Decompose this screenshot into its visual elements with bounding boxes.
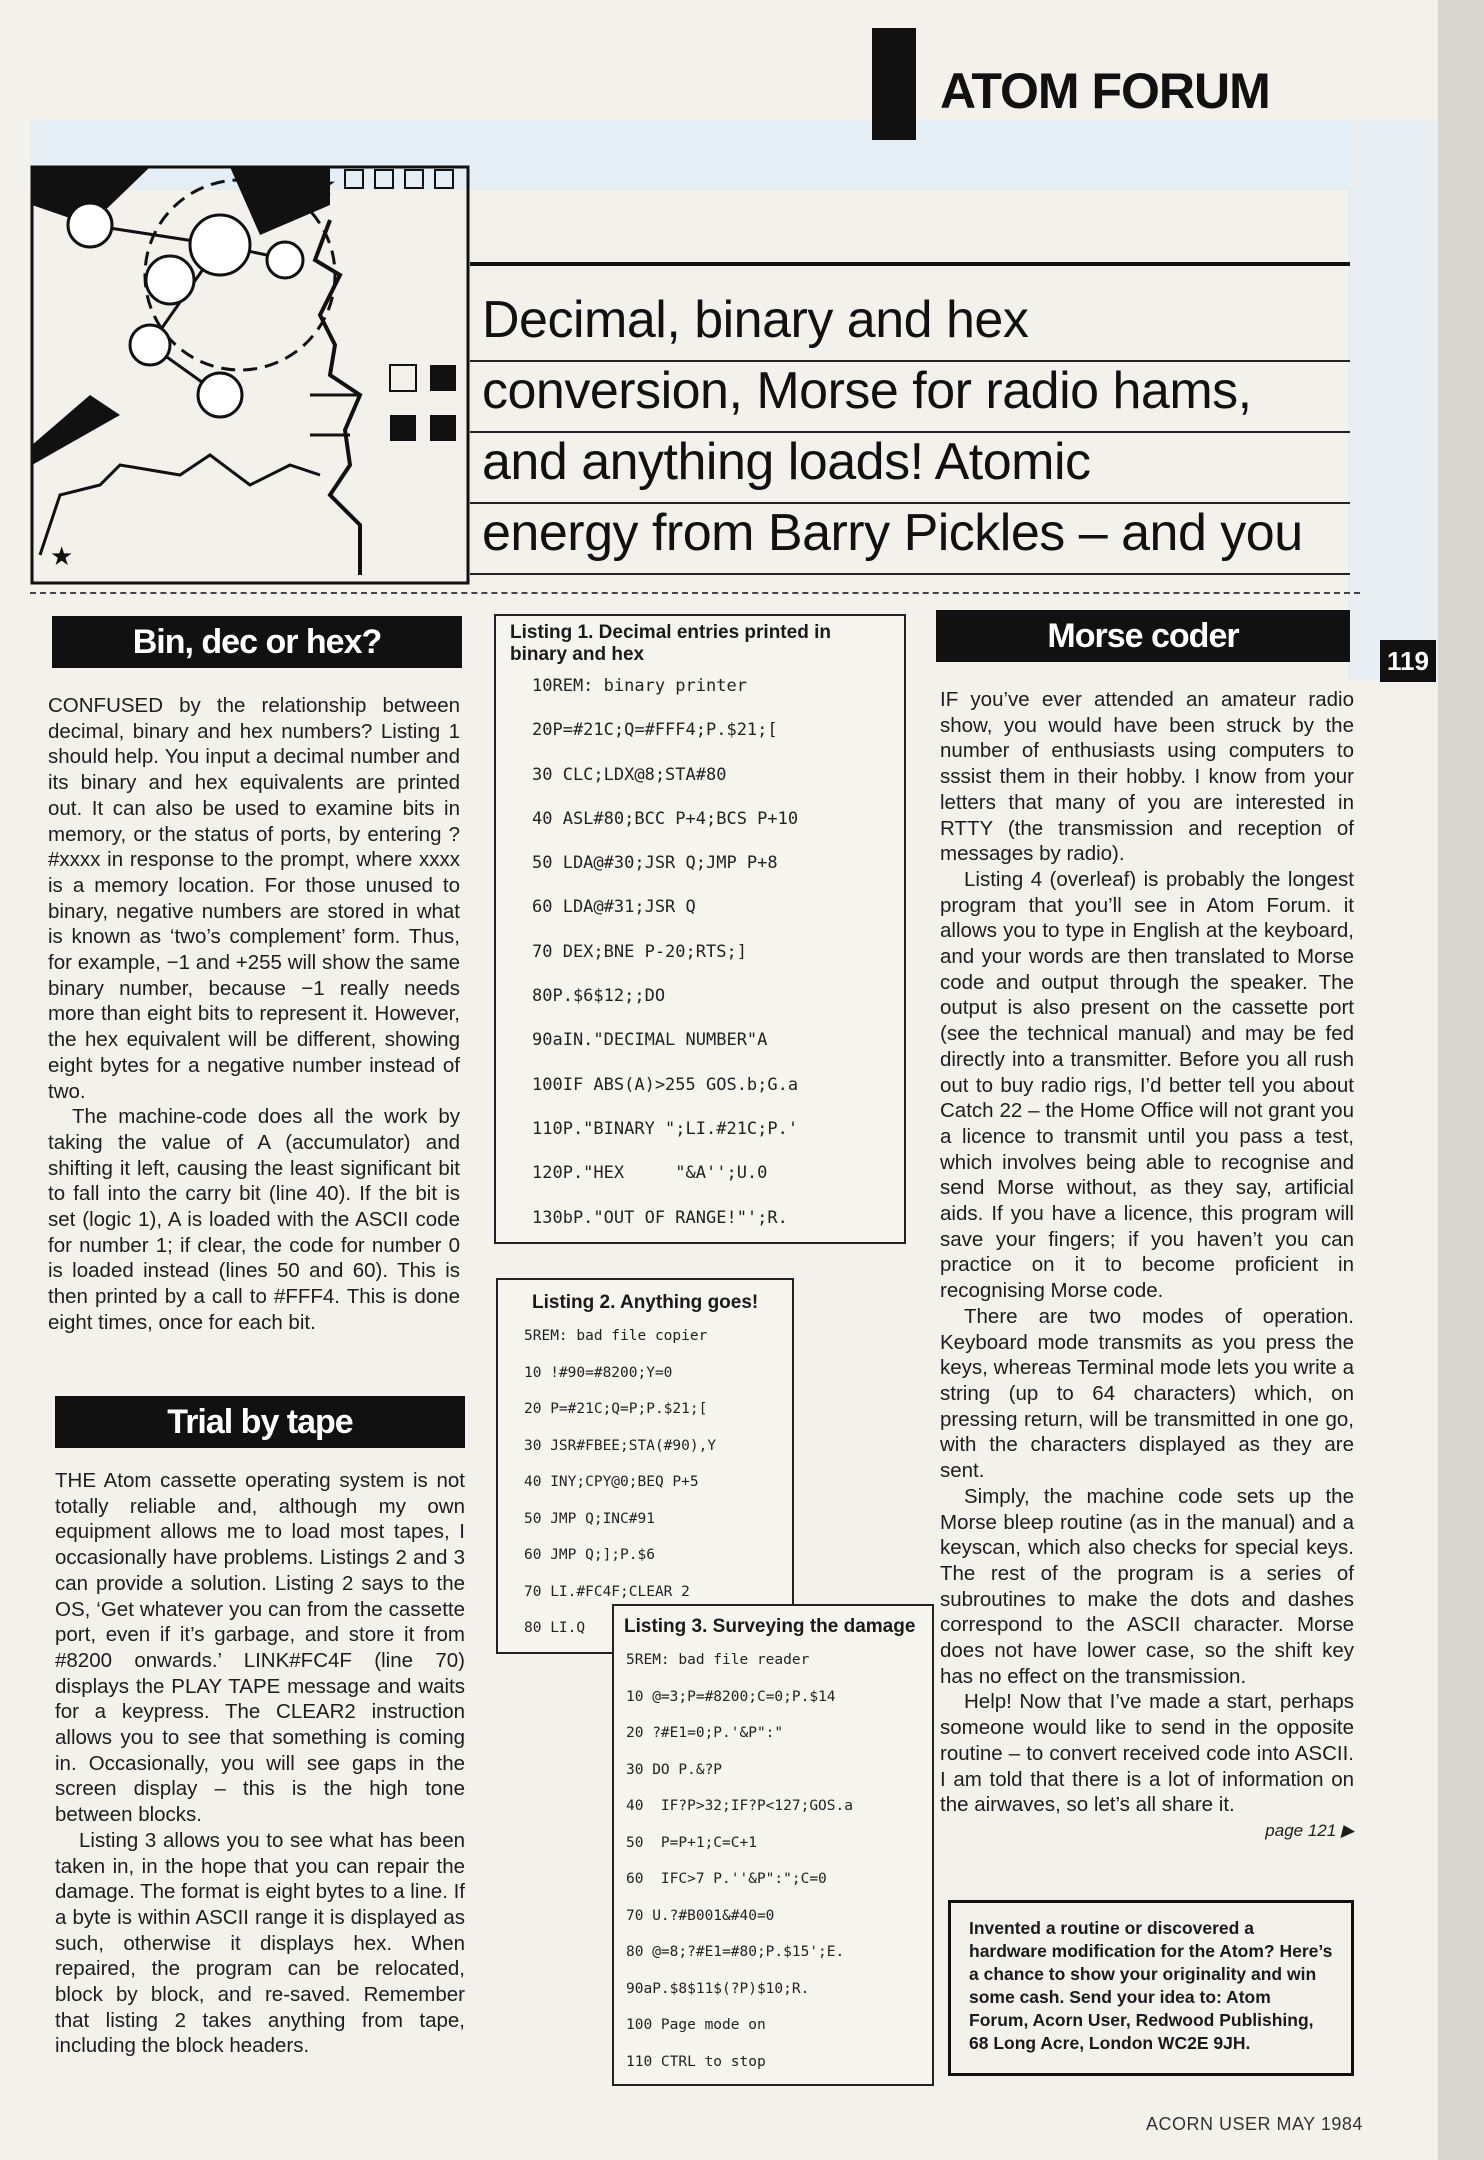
headline-line: conversion, Morse for radio hams, xyxy=(482,362,1252,420)
paragraph: Listing 3 allows you to see what has been taken in, in the hope that you can repair the damage. The format is eight bytes to a line. If a byte is within ASCII range it is displayed as such, otherwise it displays hex. When repaired, the program can be relocated, block by block, and re-saved. Remember that listing 2 takes anything from tape, including the block headers. xyxy=(55,1828,465,2058)
headline-rule xyxy=(470,573,1350,575)
page-number-badge: 119 xyxy=(1380,640,1436,682)
listing-1 xyxy=(494,614,906,1244)
footer-credit: ACORN USER MAY 1984 xyxy=(1146,2114,1363,2134)
code-line: 10REM: binary printer xyxy=(532,676,747,696)
header-bar xyxy=(872,28,886,140)
headline xyxy=(482,285,1352,569)
headline-line: and anything loads! Atomic xyxy=(482,433,1091,491)
constellation-illustration-icon xyxy=(30,165,470,585)
paragraph: IF you’ve ever attended an amateur radio show, you would have been struck by the number of enthusiasts using computers to sssist them in their hobby. I know from your letters that many of you are interested in RTTY (the transmission and reception of messages by radio). xyxy=(940,688,1354,866)
header-bar-wide xyxy=(886,28,916,140)
forum-title: ATOM FORUM xyxy=(940,63,1270,119)
code-line: 50 P=P+1;C=C+1 xyxy=(626,1834,757,1851)
code-line: 30 JSR#FBEE;STA(#90),Y xyxy=(524,1437,717,1454)
listing-title: Listing 3. Surveying the damage xyxy=(624,1616,916,1637)
show-through-column xyxy=(1348,120,1438,680)
paragraph: Help! Now that I’ve made a start, perhaps someone would like to send in the opposite routine – to convert received code into ASCII. I am told that there is a lot of information on the airwaves, so let’s all share it. xyxy=(940,1690,1354,1817)
code-line: 30 DO P.&?P xyxy=(626,1761,723,1778)
code-line: 20 P=#21C;Q=P;P.$21;[ xyxy=(524,1401,708,1417)
section-heading-morse-coder: Morse coder xyxy=(936,610,1350,662)
listing-code xyxy=(496,664,904,1240)
code-line: 40 ASL#80;BCC P+4;BCS P+10 xyxy=(532,808,799,829)
code-line: 120P."HEX "&A'';U.0 xyxy=(532,1163,768,1184)
listing-2 xyxy=(496,1278,794,1654)
code-line: 90aP.$8$11$(?P)$10;R. xyxy=(626,1980,810,1997)
paragraph: Listing 4 (overleaf) is probably the longest program that you’ll see in Atom Forum. it allows you to type in English at the keyboard, and your words are then translated to Morse code and output through the speaker. The output is also present on the cassette port (see the technical manual) and may be fed directly into a transmitter. Before you all rush out to buy radio rigs, I’d better tell you about Catch 22 – the Home Office will not grant you a licence to transmit until you pass a test, which involves being able to recognise and send Morse without, as they say, artificial aids. If you have a licence, this program will save your fingers; if you haven’t you can practice on it to become proficient in recognising Morse code. xyxy=(940,867,1354,1303)
code-line: 50 LDA@#30;JSR Q;JMP P+8 xyxy=(532,853,778,874)
headline-rule xyxy=(470,360,1350,362)
headline-top-rule xyxy=(470,262,1350,266)
paragraph: THE Atom cassette operating system is not totally reliable and, although my own equipment allows me to load most tapes, I occasionally have problems. Listings 2 and 3 can provide a solution. Listing 2 says to the OS, ‘Get whatever you can from the cassette port, even if it’s garbage, and store it from #8200 onwards.’ LINK#FC4F (line 70) displays the PLAY TAPE message and waits for a keypress. The CLEAR2 instruction allows you to see that something is coming in. Occasionally, you will see gaps in the screen display – this is the high tone between blocks. xyxy=(55,1469,465,1827)
page-edge xyxy=(1438,0,1484,2160)
paragraph: CONFUSED by the relationship between decimal, binary and hex numbers? Listing 1 should help. You input a decimal number and its binary and hex equivalents are printed out. It can also be used to examine bits in memory, or the status of ports, by entering ?#xxxx in response to the prompt, where xxxx is a memory location. For those unused to binary, negative numbers are stored in what is known as ‘two’s complement’ form. Thus, for example, −1 and +255 will show the same binary number, because −1 really needs more than eight bits to represent it. However, the hex equivalent will be different, showing eight bytes for a negative number instead of two. xyxy=(48,694,460,1103)
code-line: 60 IFC>7 P.''&P":";C=0 xyxy=(626,1871,827,1887)
listing-3 xyxy=(612,1604,934,2086)
listing-code xyxy=(614,1642,932,2080)
code-line: 50 JMP Q;INC#91 xyxy=(524,1510,655,1527)
listing-code xyxy=(498,1318,792,1647)
code-line: 100 Page mode on xyxy=(626,2017,766,2033)
code-line: 80 @=8;?#E1=#80;P.$15';E. xyxy=(626,1944,845,1960)
code-line: 10 !#90=#8200;Y=0 xyxy=(524,1364,673,1381)
invite-box: Invented a routine or discovered a hardware modification for the Atom? Here’s a chance to show your originality and win some cash. Send your idea to: Atom Forum, Acorn User, Redwood Publishing, 68 Long Acre, London WC2E 9JH. xyxy=(948,1900,1354,2076)
code-line: 110 CTRL to stop xyxy=(626,2053,766,2070)
svg-text:★: ★ xyxy=(50,542,74,572)
section-body-bin-dec-hex xyxy=(48,693,460,1336)
continued-note: page 121 ▶ xyxy=(1265,1820,1354,1840)
code-line: 20P=#21C;Q=#FFF4;P.$21;[ xyxy=(532,720,778,741)
section-body-trial-by-tape xyxy=(55,1468,465,2059)
code-line: 40 INY;CPY@0;BEQ P+5 xyxy=(524,1474,699,1490)
section-heading-bin-dec-hex: Bin, dec or hex? xyxy=(52,616,462,668)
code-line: 90aIN."DECIMAL NUMBER"A xyxy=(532,1030,768,1051)
code-line: 40 IF?P>32;IF?P<127;GOS.a xyxy=(626,1798,853,1814)
code-line: 130bP."OUT OF RANGE!"';R. xyxy=(532,1207,788,1228)
code-line: 5REM: bad file copier xyxy=(524,1328,708,1344)
code-line: 70 U.?#B001&#40=0 xyxy=(626,1907,775,1924)
code-line: 20 ?#E1=0;P.'&P":" xyxy=(626,1725,784,1741)
headline-line: energy from Barry Pickles – and you xyxy=(482,504,1303,562)
listing-title: Listing 1. Decimal entries printed in binary and hex xyxy=(510,622,831,665)
headline-line: Decimal, binary and hex xyxy=(482,291,1029,349)
code-line: 30 CLC;LDX@8;STA#80 xyxy=(532,764,727,785)
code-line: 70 DEX;BNE P-20;RTS;] xyxy=(532,941,747,962)
code-line: 5REM: bad file reader xyxy=(626,1652,810,1668)
code-line: 80 LI.Q xyxy=(524,1620,586,1636)
headline-rule xyxy=(470,431,1350,433)
paragraph: There are two modes of operation. Keyboard mode transmits as you press the keys, whereas Terminal mode lets you write a string (up to 64 characters) which, on pressing return, will be transmitted in one go, with the characters displayed as they are sent. xyxy=(940,1304,1354,1483)
code-line: 60 JMP Q;];P.$6 xyxy=(524,1547,655,1563)
paragraph: Simply, the machine code sets up the Morse bleep routine (as in the manual) and a keyscan, which also checks for special keys. The rest of the program is a series of subroutines to make the dots and dashes correspond to the ASCII character. Morse does not have lower case, so the shift key has no effect on the transmission. xyxy=(940,1484,1354,1688)
code-line: 110P."BINARY ";LI.#21C;P.' xyxy=(532,1118,799,1139)
code-line: 100IF ABS(A)>255 GOS.b;G.a xyxy=(532,1074,799,1095)
svg-text:★: ★ xyxy=(310,168,337,203)
code-line: 80P.$6$12;;DO xyxy=(532,986,666,1007)
code-line: 60 LDA@#31;JSR Q xyxy=(532,897,696,918)
paragraph: The machine-code does all the work by taking the value of A (accumulator) and shifting it left, causing the least significant bit to fall into the carry bit (line 40). If the bit is set (logic 1), A is loaded with the ASCII code for number 1; if clear, the code for number 0 is loaded instead (lines 50 and 60). This is then printed by a call to #FFF4. This is done eight times, once for each bit. xyxy=(48,1105,460,1334)
headline-rule xyxy=(470,502,1350,504)
code-line: 70 LI.#FC4F;CLEAR 2 xyxy=(524,1583,690,1600)
listing-title: Listing 2. Anything goes! xyxy=(532,1292,759,1313)
dashed-divider xyxy=(30,592,1360,594)
section-body-morse-coder xyxy=(940,687,1354,1844)
code-line: 10 @=3;P=#8200;C=0;P.$14 xyxy=(626,1688,836,1705)
section-heading-trial-by-tape: Trial by tape xyxy=(55,1396,465,1448)
